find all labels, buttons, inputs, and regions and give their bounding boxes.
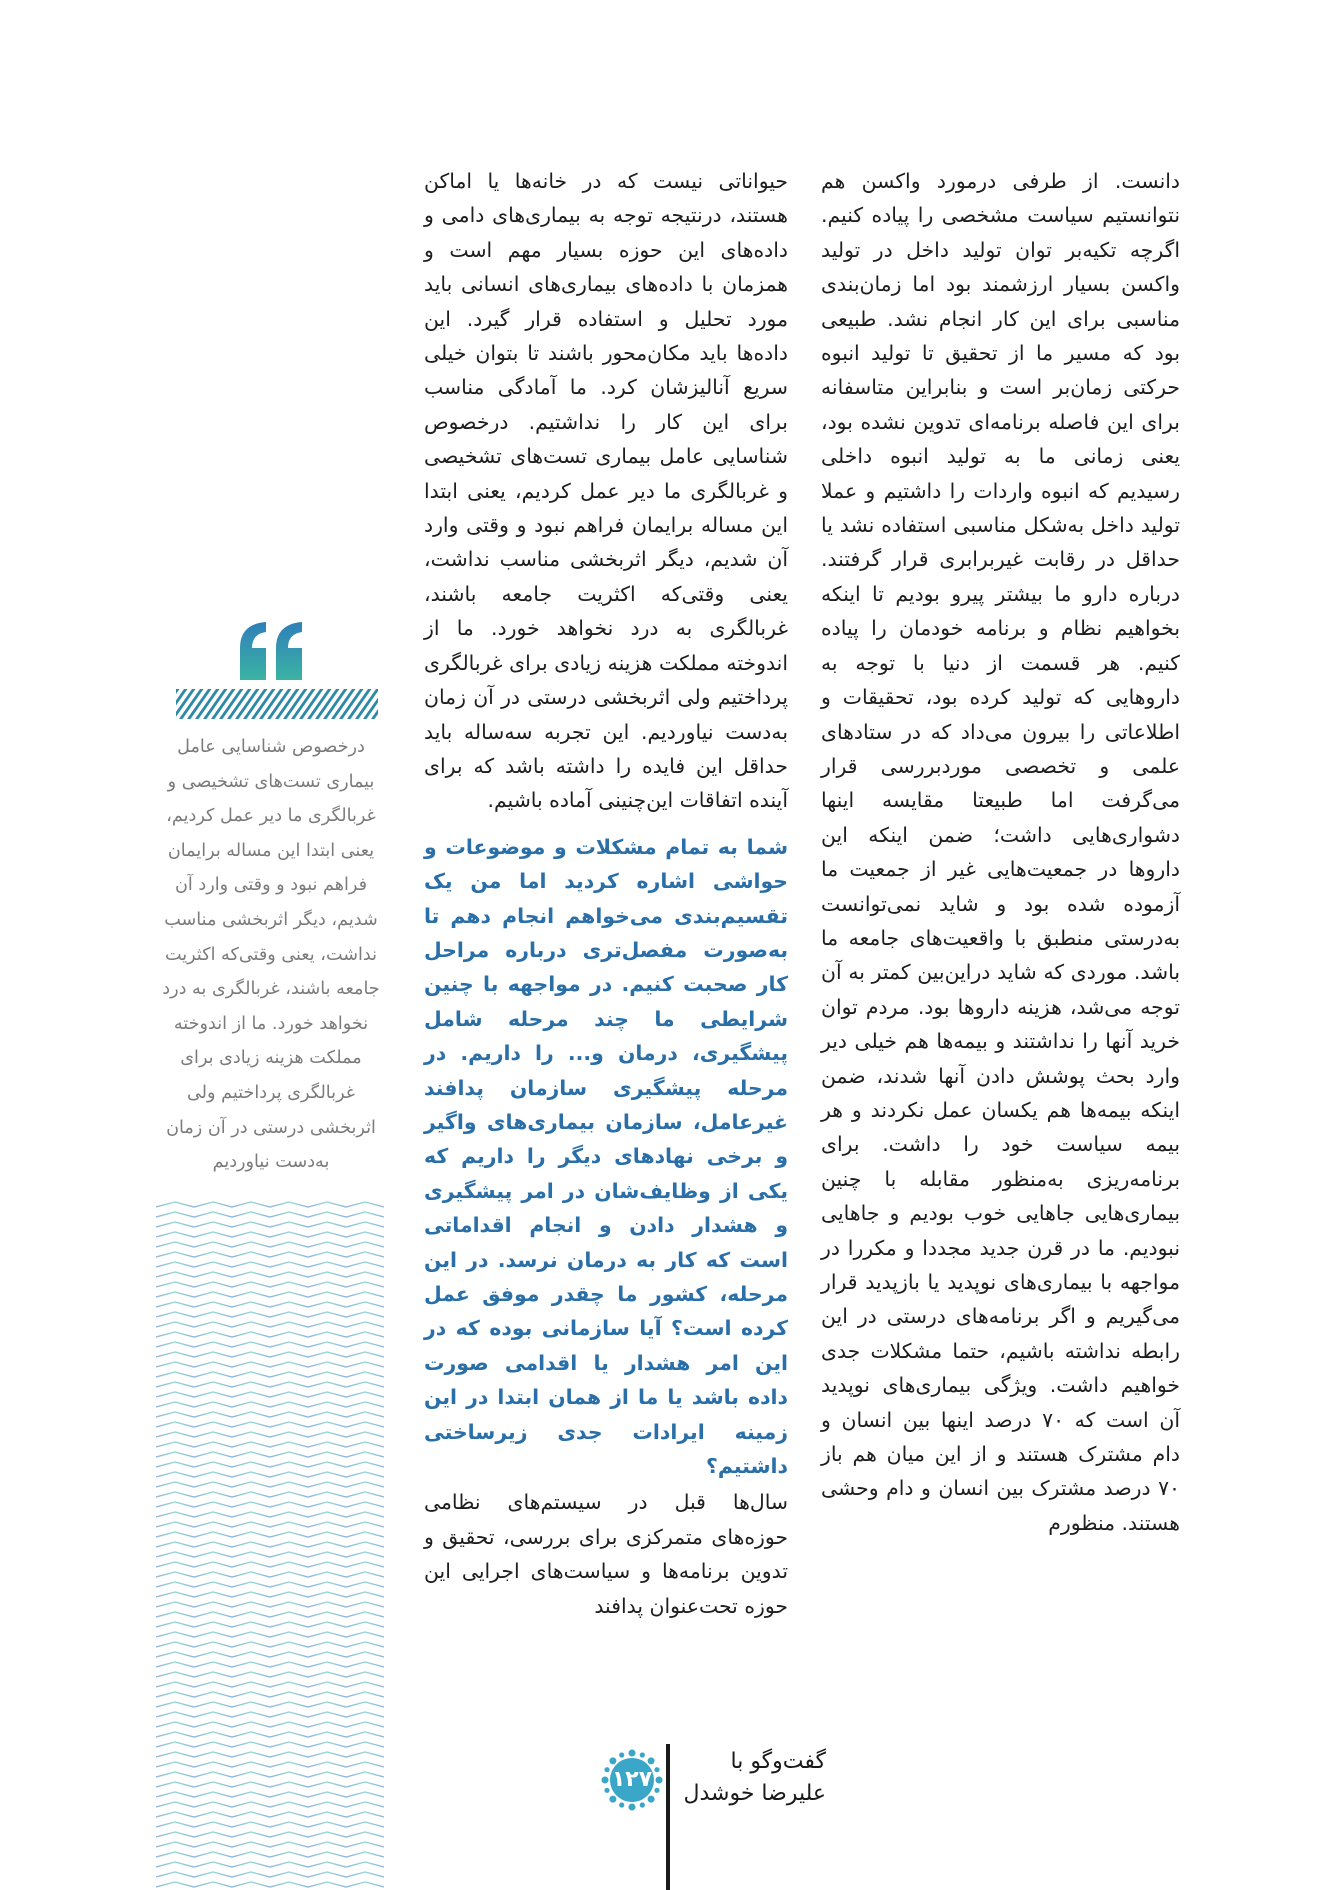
footer-divider [666, 1744, 670, 1890]
footer-line-1: گفت‌وگو با [730, 1749, 826, 1774]
pull-quote: درخصوص شناسایی عامل بیماری تست‌های تشخیصی و غربالگری ما دیر عمل کردیم، یعنی ابتدا این مساله برایمان فراهم نبود و وقتی وارد آن شدیم، دیگر اثربخشی مناسب نداشت، یعنی وقتی‌که اکثریت جامعه باشند، غربالگری به درد نخواهد خورد. ما از اندوخته مملکت هزینه زیادی برای غربالگری پرداختیم ولی اثربخشی درستی در آن زمان به‌دست نیاوردیم [162, 737, 380, 1173]
quote-mark-icon [236, 620, 306, 682]
interview-question: شما به تمام مشکلات و موضوعات و حواشی اشاره کردید اما من یک تقسیم‌بندی می‌خواهم انجام دهم تا به‌صورت مفصل‌تری درباره مراحل کار صحبت کنیم. در مواجهه با چنین شرایطی ما چند مرحله شامل پیشگیری، درمان و... را داریم. در مرحله پیشگیری سازمان پدافند غیرعامل، سازمان بیماری‌های واگیر و برخی نهادهای دیگر را داریم که یکی از وظایف‌شان در امر پیشگیری و هشدار دادن و انجام اقداماتی است که کار به درمان نرسد. در این مرحله، کشور ما چقدر موفق عمل کرده است؟ آیا سازمانی بوده که در این امر هشدار یا اقدامی صورت داده باشد یا ما از همان ابتدا در این زمینه ایرادات جدی زیرساختی داشتیم؟ [424, 834, 788, 1479]
zigzag-pattern [156, 1200, 384, 1890]
quote-divider-stripes [176, 689, 378, 719]
page-number: ۱۲۷ [611, 1767, 653, 1792]
article-paragraph: سال‌ها قبل در سیستم‌های نظامی حوزه‌های متمرکزی برای بررسی، تحقیق و تدوین برنامه‌ها و سیاست‌های اجرایی این حوزه تحت‌عنوان پدافند [424, 1490, 788, 1618]
article-column-right [821, 164, 1180, 1540]
article-paragraph: دانست. از طرفی درمورد واکسن هم نتوانستیم سیاست مشخصی را پیاده کنیم. اگرچه تکیه‌بر توان تولید داخل در تولید واکسن بسیار ارزشمند بود اما زمان‌بندی مناسبی برای این کار انجام نشد. طبیعی بود که مسیر ما از تحقیق تا تولید انبوه حرکتی زمان‌بر است و بنابراین متاسفانه برای این فاصله برنامه‌ای تدوین نشده بود، یعنی زمانی ما به تولید انبوه داخلی رسیدیم که انبوه واردات را داشتیم و عملا تولید داخل به‌شکل مناسبی استفاده نشد یا حداقل در رقابت غیربرابری قرار گرفتند. درباره دارو ما بیشتر پیرو بودیم تا اینکه بخواهیم نظام و برنامه خودمان را پیاده کنیم. هر قسمت از دنیا با توجه به داروهایی که تولید کرده بود، تحقیقات و اطلاعاتی را بیرون می‌داد که در ستادهای علمی و تخصصی موردبررسی قرار می‌گرفت اما طبیعتا مقایسه اینها دشواری‌هایی داشت؛ ضمن اینکه این داروها در جمعیت‌هایی غیر از جمعیت ما آزموده شده بود و شاید نمی‌توانست به‌درستی منطبق با واقعیت‌های جامعه ما باشد. موردی که شاید دراین‌بین کمتر به آن توجه می‌شد، هزینه داروها بود. مردم توان خرید آنها را نداشتند و بیمه‌ها هم خیلی دیر وارد بحث پوشش دادن آنها شدند، ضمن اینکه بیمه‌ها هم یکسان عمل نکردند و هر بیمه سیاست خود را داشت. برای برنامه‌ریزی به‌منظور مقابله با چنین بیماری‌هایی جاهایی خوب بودیم و جاهایی نبودیم. ما در قرن جدید مجددا و مکررا در مواجهه با بیماری‌های نوپدید یا بازپدید قرار می‌گیریم و اگر برنامه‌های درستی در این رابطه نداشته باشیم، حتما مشکلات جدی خواهیم داشت. ویژگی بیماری‌های نوپدید آن است که ۷۰ درصد اینها بین انسان و دام مشترک هستند و از این میان هم باز ۷۰ درصد مشترک بین انسان و دام وحشی هستند. منظورم [821, 169, 1181, 1535]
footer-section-title [676, 1746, 826, 1810]
article-column-middle [424, 164, 788, 1623]
article-paragraph: حیواناتی نیست که در خانه‌ها یا اماکن هستند، درنتیجه توجه به بیماری‌های دامی و داده‌های این حوزه بسیار مهم است و همزمان با داده‌های بیماری‌های انسانی باید مورد تحلیل و استفاده قرار گیرد. این داده‌ها باید مکان‌محور باشند تا بتوان خیلی سریع آنالیزشان کرد. ما آمادگی مناسب برای این کار را نداشتیم. درخصوص شناسایی عامل بیماری تست‌های تشخیصی و غربالگری ما دیر عمل کردیم، یعنی ابتدا این مساله برایمان فراهم نبود و وقتی وارد آن شدیم، دیگر اثربخشی مناسب نداشت، یعنی وقتی‌که اکثریت جامعه باشند، غربالگری به درد نخواهد خورد. ما از اندوخته مملکت هزینه زیادی برای غربالگری پرداختیم ولی اثربخشی درستی در آن زمان به‌دست نیاوردیم. این تجربه سه‌ساله باید حداقل این فایده را داشته باشد که برای آینده اتفاقات این‌چنینی آماده باشیم. [424, 169, 788, 813]
footer-line-2: علیرضا خوشدل [683, 1781, 826, 1806]
